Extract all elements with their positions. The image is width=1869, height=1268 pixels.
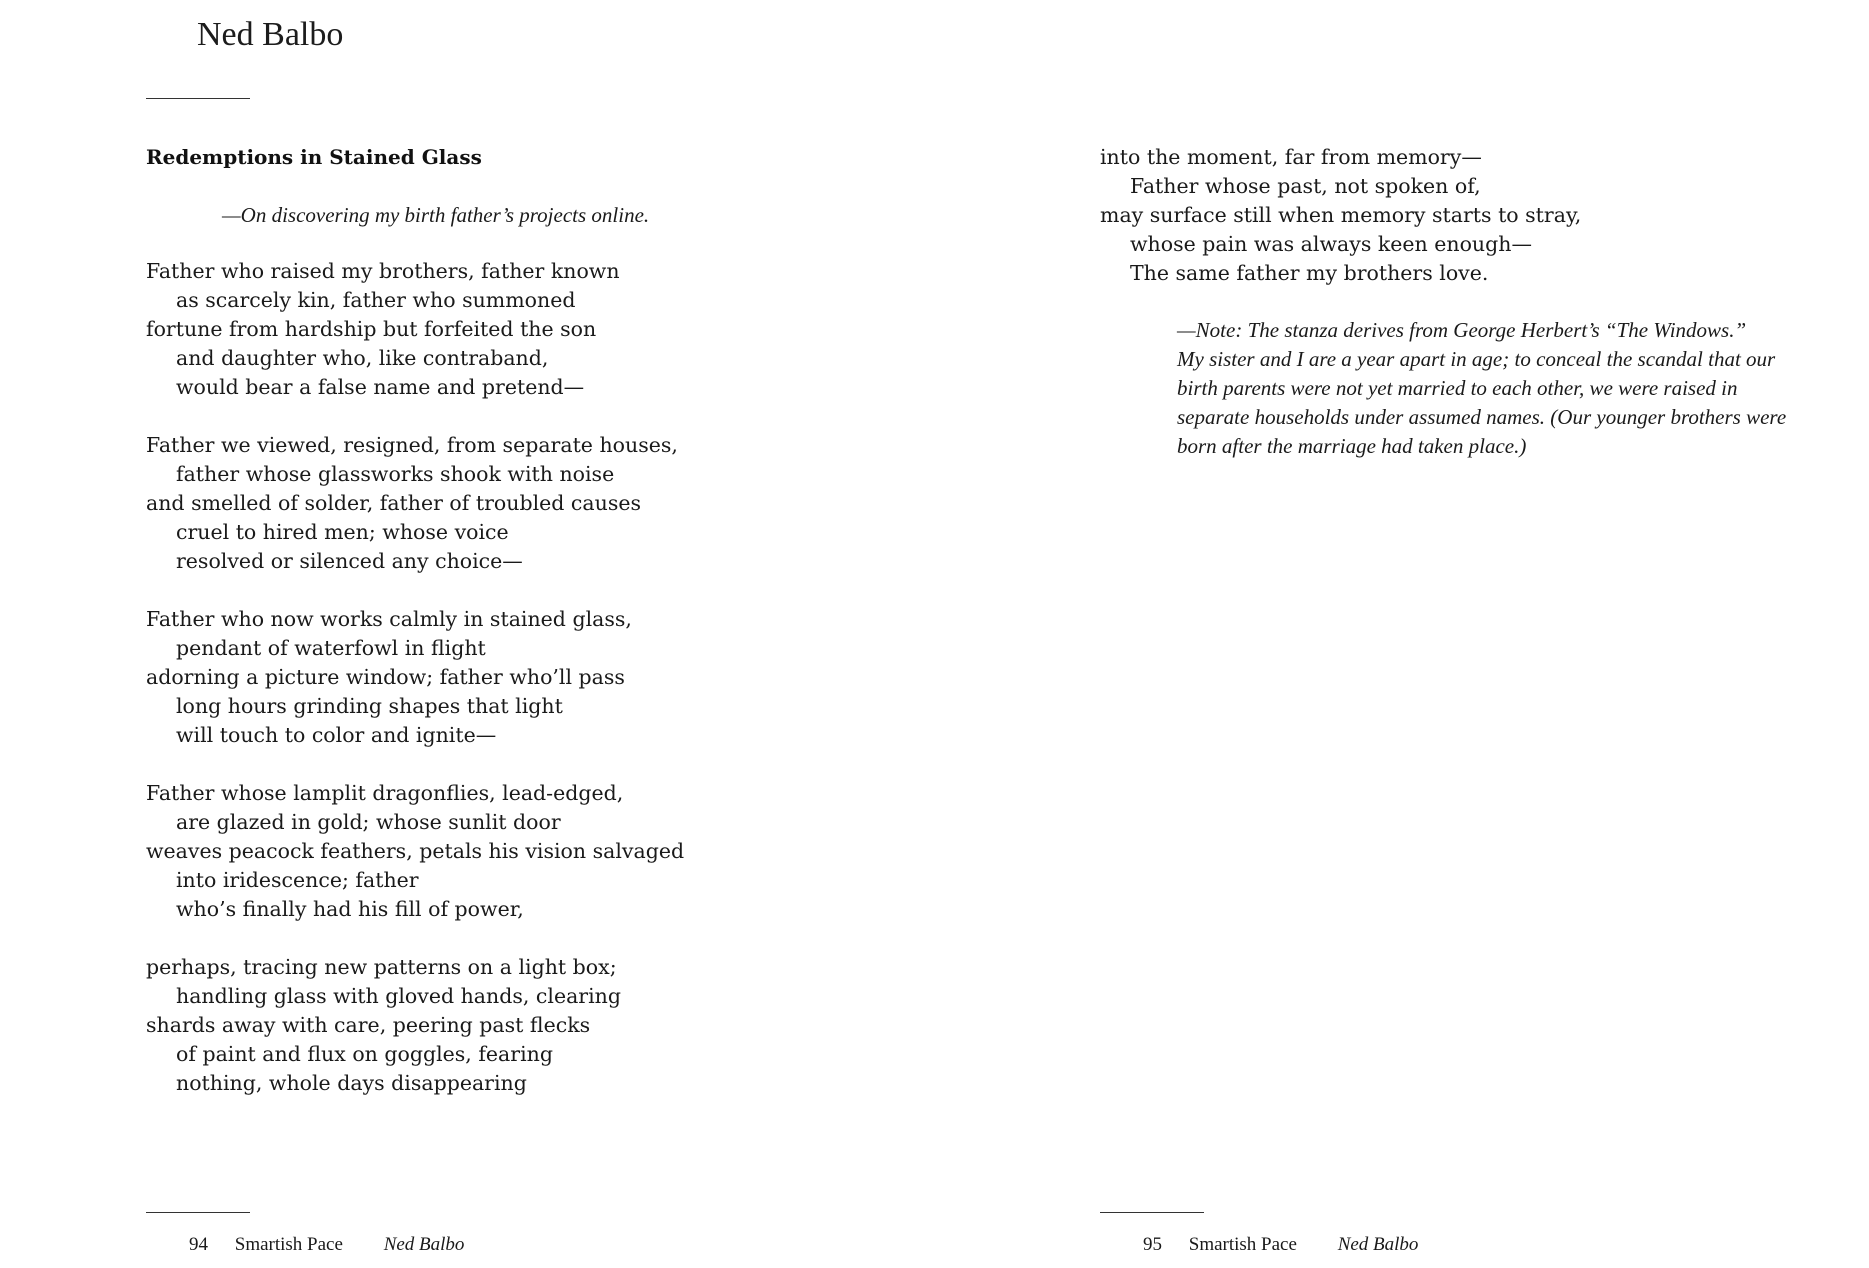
- stanza-break: [146, 750, 684, 779]
- poem-line: weaves peacock feathers, petals his vision salvaged: [146, 839, 685, 863]
- poem-line: cruel to hired men; whose voice: [176, 520, 509, 544]
- page-footer-left: [189, 1231, 464, 1259]
- poem-line: are glazed in gold; whose sunlit door: [176, 810, 561, 834]
- page-footer-right: [1143, 1231, 1418, 1259]
- poem-line: nothing, whole days disappearing: [176, 1071, 527, 1095]
- poem-line: long hours grinding shapes that light: [176, 694, 563, 718]
- footer-rule: [1100, 1212, 1204, 1213]
- poem-line: who’s finally had his fill of power,: [176, 897, 524, 921]
- poem-line: would bear a false name and pretend—: [176, 375, 585, 399]
- epigraph: —On discovering my birth father’s projects online.: [222, 203, 650, 227]
- stanza-break: [146, 576, 684, 605]
- journal-name: Smartish Pace: [234, 1234, 343, 1255]
- poem-line: The same father my brothers love.: [1130, 261, 1489, 285]
- left-page: [0, 0, 934, 1268]
- poem-line: shards away with care, peering past flecks: [146, 1013, 591, 1037]
- note-line: separate households under assumed names. (Our younger brothers were: [1177, 405, 1787, 429]
- note-line: —Note: The stanza derives from George Herbert’s “The Windows.”: [1177, 318, 1747, 342]
- poem-line: will touch to color and ignite—: [176, 723, 497, 747]
- note-line: birth parents were not yet married to each other, we were raised in: [1177, 376, 1738, 400]
- poem-line: Father who raised my brothers, father known: [146, 259, 620, 283]
- poem-line: fortune from hardship but forfeited the son: [146, 317, 597, 341]
- poem-line: Father whose lamplit dragonflies, lead-edged,: [146, 781, 624, 805]
- footer-rule: [146, 1212, 250, 1213]
- poem-line: into iridescence; father: [176, 868, 419, 892]
- author-note: [1177, 316, 1786, 461]
- poem-line: Father we viewed, resigned, from separate houses,: [146, 433, 678, 457]
- page-number: 95: [1143, 1234, 1162, 1255]
- poem-line: whose pain was always keen enough—: [1130, 232, 1532, 256]
- stanza-break: [146, 924, 684, 953]
- poem-line: father whose glassworks shook with noise: [176, 462, 615, 486]
- poem-body-left: [146, 257, 684, 1098]
- poem-line: pendant of waterfowl in flight: [176, 636, 486, 660]
- note-line: My sister and I are a year apart in age; to conceal the scandal that our: [1177, 347, 1776, 371]
- author-heading: Ned Balbo: [197, 16, 344, 53]
- page-number: 94: [189, 1234, 208, 1255]
- poem-line: handling glass with gloved hands, clearing: [176, 984, 621, 1008]
- poem-line: adorning a picture window; father who’ll pass: [146, 665, 625, 689]
- stanza-break: [146, 402, 684, 431]
- poem-line: and daughter who, like contraband,: [176, 346, 549, 370]
- poem-title: Redemptions in Stained Glass: [146, 145, 482, 169]
- poem-line: as scarcely kin, father who summoned: [176, 288, 576, 312]
- poem-line: of paint and flux on goggles, fearing: [176, 1042, 553, 1066]
- poem-body-right: [1100, 143, 1581, 288]
- header-rule: [146, 98, 250, 99]
- footer-author: Ned Balbo: [383, 1234, 465, 1255]
- poem-line: into the moment, far from memory—: [1100, 145, 1482, 169]
- poem-line: and smelled of solder, father of troubled causes: [146, 491, 641, 515]
- poem-line: Father who now works calmly in stained glass,: [146, 607, 632, 631]
- poem-line: may surface still when memory starts to stray,: [1100, 203, 1582, 227]
- note-line: born after the marriage had taken place.): [1177, 434, 1527, 458]
- poem-line: Father whose past, not spoken of,: [1130, 174, 1481, 198]
- journal-name: Smartish Pace: [1188, 1234, 1297, 1255]
- footer-author: Ned Balbo: [1337, 1234, 1419, 1255]
- poem-line: resolved or silenced any choice—: [176, 549, 523, 573]
- poem-line: perhaps, tracing new patterns on a light box;: [146, 955, 617, 979]
